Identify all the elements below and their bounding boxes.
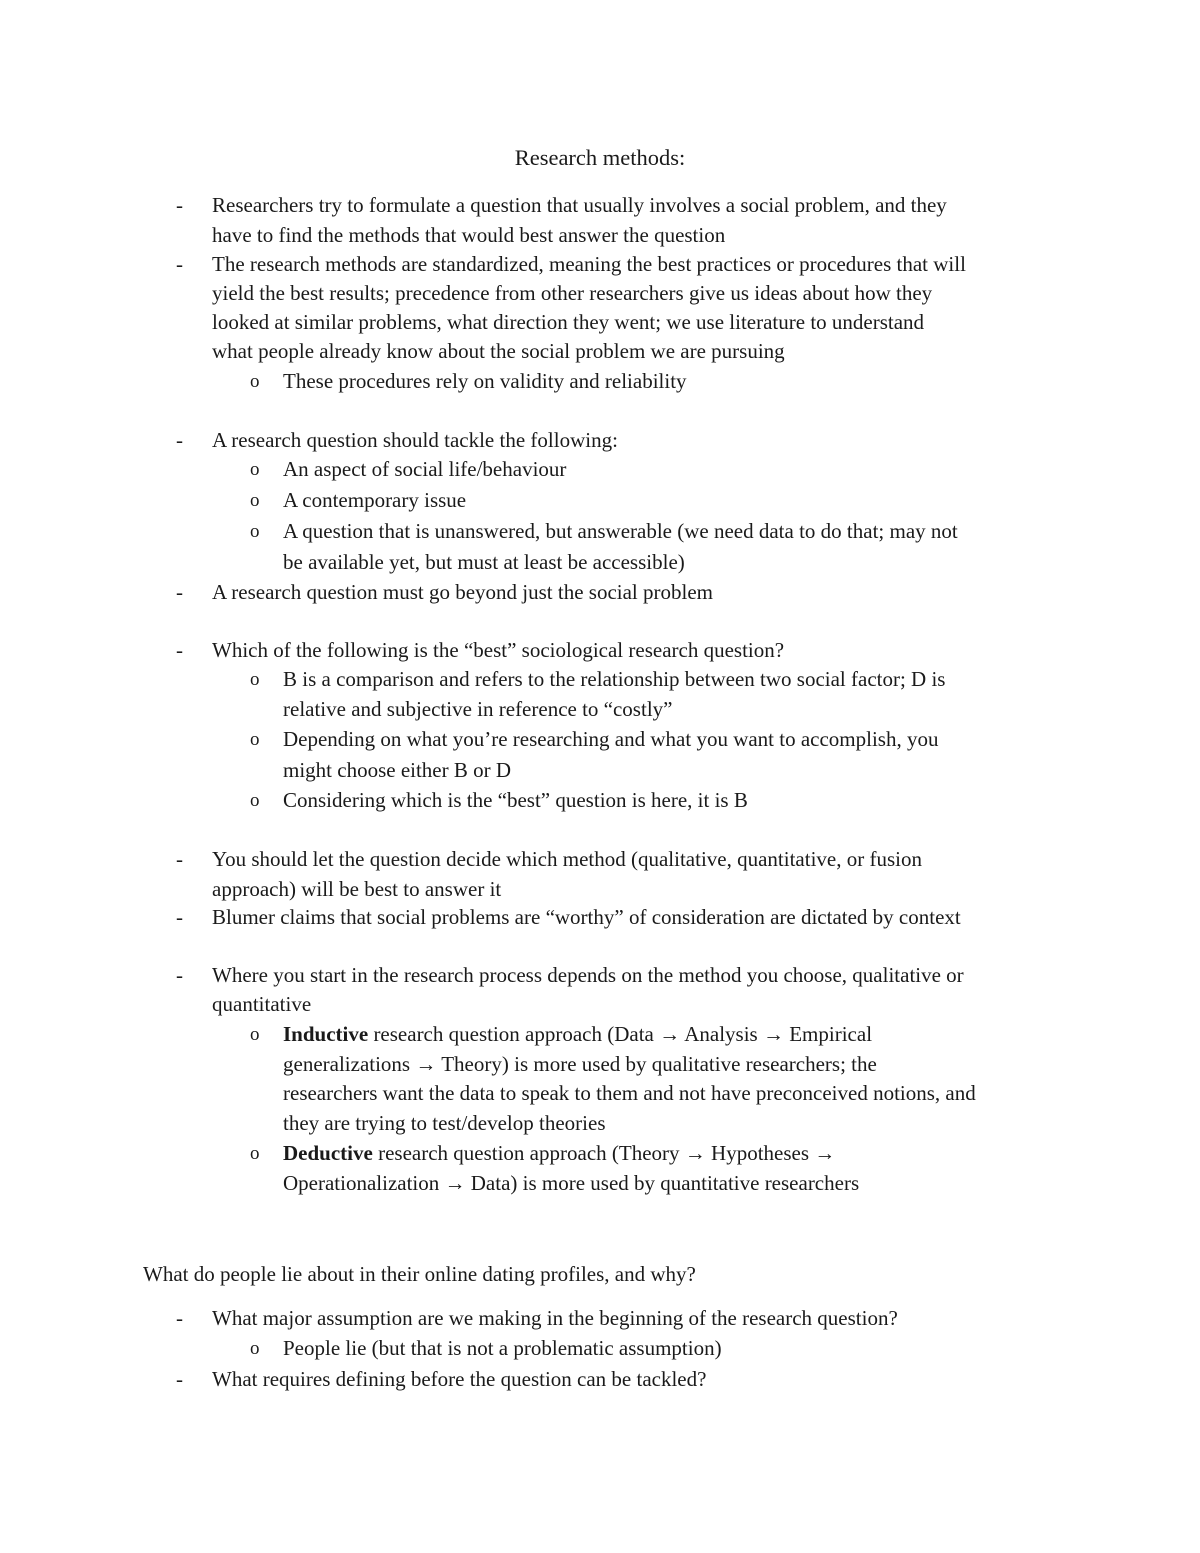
bullet-5-line-1: Which of the following is the “best” sociological research question? — [212, 638, 785, 662]
circle-bullet: o — [250, 790, 260, 811]
circle-bullet: o — [250, 1024, 260, 1045]
bullet-2-line-1: The research methods are standardized, meaning the best practices or procedures that will — [212, 252, 966, 276]
bullet-8-sub-1-line-3: researchers want the data to speak to them and not have preconceived notions, and — [283, 1081, 976, 1105]
bullet-8-sub-2-line-1-rest: research question approach (Theory → Hypotheses → — [372, 1141, 836, 1165]
bullet-5-sub-1-line-2: relative and subjective in reference to “costly” — [283, 697, 673, 721]
bullet-5-sub-1-line-1: B is a comparison and refers to the relationship between two social factor; D is — [283, 667, 946, 691]
bullet-5-sub-3: Considering which is the “best” question is here, it is B — [283, 788, 748, 812]
bullet-4-line-1: A research question must go beyond just the social problem — [212, 580, 713, 604]
bullet-1-line-1: Researchers try to formulate a question that usually involves a social problem, and they — [212, 193, 947, 217]
bullet-8-sub-1-line-1 — [283, 1020, 872, 1050]
bullet-8-line-1: Where you start in the research process depends on the method you choose, qualitative or — [212, 963, 964, 987]
bullet-3-sub-1: An aspect of social life/behaviour — [283, 457, 567, 481]
circle-bullet: o — [250, 459, 260, 480]
bullet-8-sub-1-line-2: generalizations → Theory) is more used by qualitative researchers; the — [283, 1052, 877, 1076]
bullet-6-line-1: You should let the question decide which method (qualitative, quantitative, or fusion — [212, 847, 922, 871]
dash-bullet: - — [176, 193, 183, 217]
bullet-8-sub-2-line-2: Operationalization → Data) is more used by quantitative researchers — [283, 1171, 860, 1195]
bullet-8-sub-2-line-1 — [283, 1139, 835, 1169]
bullet-3-sub-3-line-1: A question that is unanswered, but answerable (we need data to do that; may not — [283, 519, 958, 543]
bullet-5-sub-2-line-2: might choose either B or D — [283, 758, 512, 782]
inductive-term: Inductive — [283, 1022, 369, 1046]
bullet-1-line-2: have to find the methods that would best answer the question — [212, 223, 726, 247]
bullet-9-line-1: What major assumption are we making in the beginning of the research question? — [212, 1306, 898, 1330]
bullet-8-sub-1-line-4: they are trying to test/develop theories — [283, 1111, 606, 1135]
bullet-3-line-1: A research question should tackle the following: — [212, 428, 618, 452]
bullet-10-line-1: What requires defining before the question can be tackled? — [212, 1367, 707, 1391]
dash-bullet: - — [176, 963, 183, 987]
bullet-2-line-3: looked at similar problems, what direction they went; we use literature to understand — [212, 310, 925, 334]
bullet-3-sub-3-line-2: be available yet, but must at least be accessible) — [283, 550, 685, 574]
bullet-2-line-2: yield the best results; precedence from other researchers give us ideas about how they — [212, 281, 933, 305]
bullet-8-sub-1-line-1-rest: research question approach (Data → Analysis → Empirical — [368, 1022, 873, 1046]
circle-bullet: o — [250, 521, 260, 542]
dash-bullet: - — [176, 580, 183, 604]
dash-bullet: - — [176, 847, 183, 871]
circle-bullet: o — [250, 1143, 260, 1164]
dash-bullet: - — [176, 428, 183, 452]
deductive-term: Deductive — [283, 1141, 373, 1165]
dash-bullet: - — [176, 905, 183, 929]
bullet-6-line-2: approach) will be best to answer it — [212, 877, 502, 901]
dash-bullet: - — [176, 638, 183, 662]
circle-bullet: o — [250, 1338, 260, 1359]
dash-bullet: - — [176, 252, 183, 276]
bullet-9-sub-1: People lie (but that is not a problematic assumption) — [283, 1336, 722, 1360]
circle-bullet: o — [250, 669, 260, 690]
bullet-7-line-1: Blumer claims that social problems are “worthy” of consideration are dictated by context — [212, 905, 961, 929]
page-title: Research methods: — [514, 145, 686, 170]
circle-bullet: o — [250, 371, 260, 392]
circle-bullet: o — [250, 729, 260, 750]
bullet-5-sub-2-line-1: Depending on what you’re researching and what you want to accomplish, you — [283, 727, 939, 751]
bullet-8-line-2: quantitative — [212, 992, 312, 1016]
circle-bullet: o — [250, 490, 260, 511]
dash-bullet: - — [176, 1306, 183, 1330]
question-paragraph: What do people lie about in their online dating profiles, and why? — [143, 1262, 696, 1286]
bullet-2-sub-1: These procedures rely on validity and reliability — [283, 369, 687, 393]
bullet-3-sub-2: A contemporary issue — [283, 488, 467, 512]
bullet-2-line-4: what people already know about the social problem we are pursuing — [212, 339, 785, 363]
dash-bullet: - — [176, 1367, 183, 1391]
